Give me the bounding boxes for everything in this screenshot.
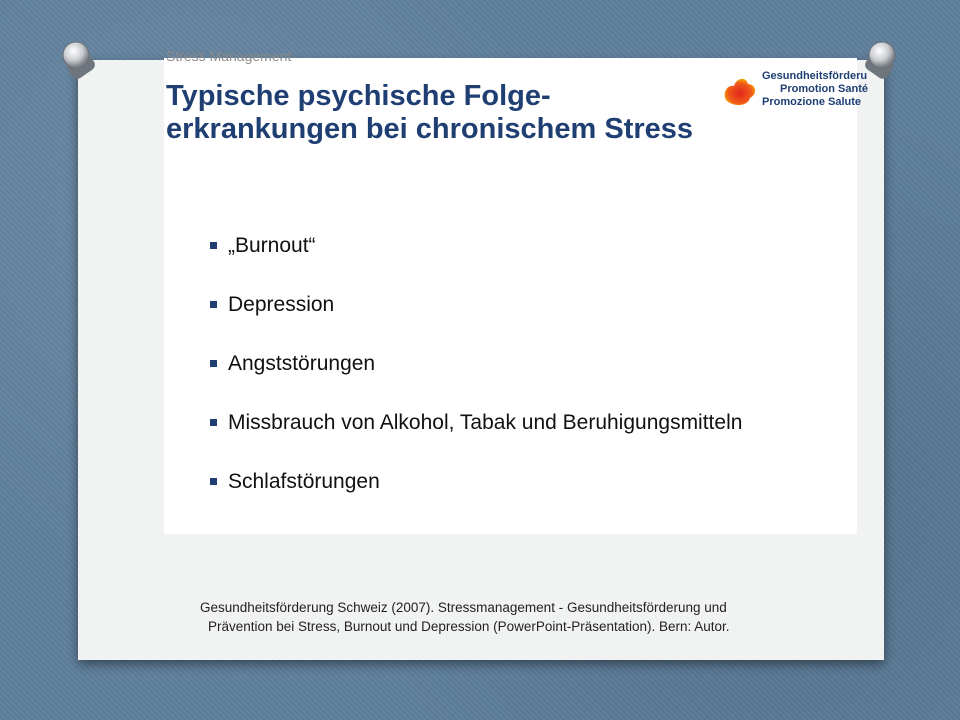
logo-flame-icon <box>720 70 760 110</box>
bullet-square-icon <box>210 301 217 308</box>
bullet-text: Missbrauch von Alkohol, Tabak und Beruhigungsmitteln <box>228 411 743 434</box>
bullet-text: Depression <box>228 293 335 316</box>
bullet-text: Schlafstörungen <box>228 470 380 493</box>
bullet-square-icon <box>210 242 217 249</box>
citation-line1: Gesundheitsförderung Schweiz (2007). Stressmanagement - Gesundheitsförderung und <box>200 600 727 615</box>
bullet-square-icon <box>210 478 217 485</box>
slide-image <box>164 48 869 534</box>
logo-text-line3: Promozione Salute <box>762 96 862 108</box>
citation-line2: Prävention bei Stress, Burnout und Depression (PowerPoint-Präsentation). Bern: Autor. <box>208 619 730 634</box>
list-item <box>210 293 742 352</box>
list-item <box>210 352 742 411</box>
bullet-list <box>210 234 742 529</box>
citation-text <box>200 598 810 636</box>
slide-title-line2: erkrankungen bei chronischem Stress <box>166 113 694 145</box>
logo-text-line2: Promotion Santé <box>780 83 869 95</box>
bullet-text: „Burnout“ <box>228 234 316 257</box>
slide-title-line1: Typische psychische Folge- <box>166 80 551 112</box>
slide-header-label: Stress Management <box>166 48 292 64</box>
left-pin-icon <box>58 38 102 82</box>
bullet-square-icon <box>210 360 217 367</box>
slide-title <box>166 80 726 146</box>
health-promotion-logo <box>720 70 869 110</box>
list-item <box>210 234 742 293</box>
list-item <box>210 470 742 529</box>
bullet-text: Angststörungen <box>228 352 376 375</box>
logo-text-line1: Gesundheitsförderu <box>762 70 868 82</box>
bullet-square-icon <box>210 419 217 426</box>
list-item <box>210 411 742 470</box>
